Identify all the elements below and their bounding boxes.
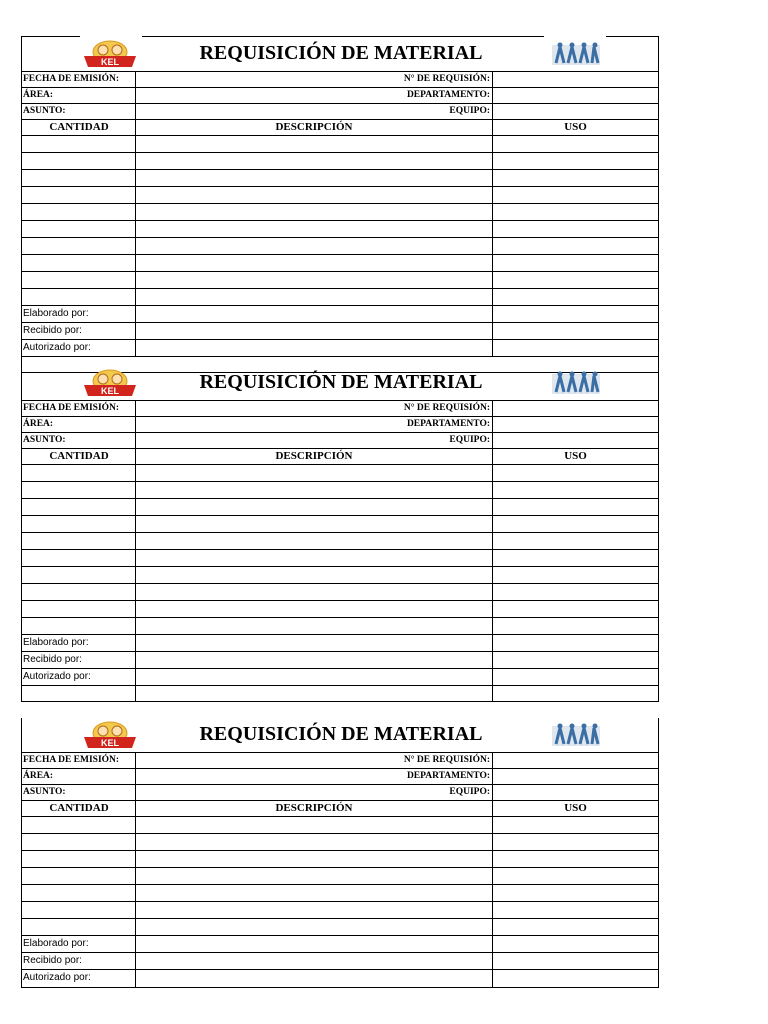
- elaborado-label: Elaborado por:: [22, 635, 136, 651]
- asunto-label: ASUNTO:: [22, 104, 136, 119]
- kel-logo-icon: [80, 719, 140, 749]
- departamento-label: DEPARTAMENTO:: [136, 769, 493, 784]
- fecha-row: [22, 753, 658, 769]
- col-descripcion: DESCRIPCIÓN: [136, 449, 493, 464]
- cantidad-cell[interactable]: [22, 272, 136, 288]
- descripcion-cell[interactable]: [136, 465, 493, 481]
- cantidad-cell[interactable]: [22, 289, 136, 305]
- recibido-row: [22, 652, 658, 669]
- svg-text:KEL: KEL: [101, 57, 119, 67]
- descripcion-cell[interactable]: [136, 618, 493, 634]
- uso-cell[interactable]: [493, 204, 658, 220]
- descripcion-cell[interactable]: [136, 255, 493, 271]
- recibido-value[interactable]: [136, 953, 493, 969]
- item-row: [22, 482, 658, 499]
- cantidad-cell[interactable]: [22, 499, 136, 515]
- item-row: [22, 868, 658, 885]
- requisition-form-3: [21, 718, 659, 988]
- cantidad-cell[interactable]: [22, 567, 136, 583]
- cantidad-cell[interactable]: [22, 516, 136, 532]
- uso-cell[interactable]: [493, 499, 658, 515]
- autorizado-value[interactable]: [136, 970, 493, 987]
- cantidad-cell[interactable]: [22, 204, 136, 220]
- uso-cell[interactable]: [493, 533, 658, 549]
- equipo-value[interactable]: [493, 433, 658, 448]
- requisicion-label: N° DE REQUISIÓN:: [136, 401, 493, 416]
- area-row: [22, 88, 658, 104]
- item-row: [22, 516, 658, 533]
- uso-cell[interactable]: [493, 550, 658, 566]
- fecha-row: [22, 401, 658, 417]
- descripcion-cell[interactable]: [136, 289, 493, 305]
- descripcion-cell[interactable]: [136, 170, 493, 186]
- form-header: [22, 366, 658, 401]
- cantidad-cell[interactable]: [22, 255, 136, 271]
- uso-cell[interactable]: [493, 817, 658, 833]
- asunto-row: [22, 785, 658, 801]
- uso-cell[interactable]: [493, 153, 658, 169]
- autorizado-label: Autorizado por:: [22, 340, 136, 356]
- area-row: [22, 417, 658, 433]
- cantidad-cell[interactable]: [22, 187, 136, 203]
- recibido-row: [22, 953, 658, 970]
- imgs-logo-icon: [550, 368, 602, 398]
- items-2: [22, 465, 658, 635]
- item-row: [22, 601, 658, 618]
- elaborado-value[interactable]: [136, 306, 493, 322]
- departamento-value[interactable]: [493, 769, 658, 784]
- elaborado-row: [22, 936, 658, 953]
- col-uso: USO: [564, 121, 587, 133]
- fecha-label: FECHA DE EMISIÓN:: [22, 401, 136, 416]
- descripcion-cell[interactable]: [136, 516, 493, 532]
- asunto-label: ASUNTO:: [22, 785, 136, 800]
- autorizado-row: [22, 340, 658, 357]
- uso-cell[interactable]: [493, 272, 658, 288]
- elaborado-value[interactable]: [136, 936, 493, 952]
- uso-cell[interactable]: [493, 255, 658, 271]
- elaborado-label: Elaborado por:: [22, 306, 136, 322]
- equipo-value[interactable]: [493, 785, 658, 800]
- equipo-value[interactable]: [493, 104, 658, 119]
- descripcion-cell[interactable]: [136, 238, 493, 254]
- column-header-row: [22, 449, 658, 465]
- elaborado-row: [22, 635, 658, 652]
- cantidad-cell[interactable]: [22, 817, 136, 833]
- descripcion-cell[interactable]: [136, 817, 493, 833]
- item-row: [22, 817, 658, 834]
- descripcion-cell[interactable]: [136, 550, 493, 566]
- descripcion-cell[interactable]: [136, 221, 493, 237]
- departamento-label: DEPARTAMENTO:: [136, 88, 493, 103]
- autorizado-value[interactable]: [136, 340, 493, 356]
- descripcion-cell[interactable]: [136, 272, 493, 288]
- item-row: [22, 584, 658, 601]
- uso-cell[interactable]: [493, 567, 658, 583]
- elaborado-label: Elaborado por:: [22, 936, 136, 952]
- form-title: REQUISICIÓN DE MATERIAL: [199, 42, 483, 64]
- col-cantidad: CANTIDAD: [22, 449, 136, 464]
- requisicion-label: N° DE REQUISIÓN:: [136, 753, 493, 768]
- descripcion-cell[interactable]: [136, 499, 493, 515]
- cantidad-cell[interactable]: [22, 618, 136, 634]
- departamento-value[interactable]: [493, 88, 658, 103]
- col-cantidad: CANTIDAD: [22, 120, 136, 135]
- items-3: [22, 817, 658, 936]
- item-row: [22, 834, 658, 851]
- col-cantidad: CANTIDAD: [22, 801, 136, 816]
- spacer-row: [22, 686, 658, 702]
- col-descripcion: DESCRIPCIÓN: [136, 801, 493, 816]
- cantidad-cell[interactable]: [22, 868, 136, 884]
- area-label: ÁREA:: [22, 769, 136, 784]
- uso-cell[interactable]: [493, 170, 658, 186]
- autorizado-value[interactable]: [136, 669, 493, 685]
- cantidad-cell[interactable]: [22, 902, 136, 918]
- svg-text:KEL: KEL: [101, 738, 119, 748]
- fecha-row: [22, 72, 658, 88]
- departamento-label: DEPARTAMENTO:: [136, 417, 493, 432]
- cantidad-cell[interactable]: [22, 238, 136, 254]
- item-row: [22, 618, 658, 635]
- area-row: [22, 769, 658, 785]
- uso-cell[interactable]: [493, 919, 658, 935]
- fecha-label: FECHA DE EMISIÓN:: [22, 72, 136, 87]
- imgs-logo-icon: [550, 39, 602, 69]
- cantidad-cell[interactable]: [22, 550, 136, 566]
- requisition-form-2: [21, 366, 659, 702]
- autorizado-row: [22, 970, 658, 987]
- descripcion-cell[interactable]: [136, 885, 493, 901]
- item-row: [22, 153, 658, 170]
- uso-cell[interactable]: [493, 834, 658, 850]
- item-row: [22, 289, 658, 306]
- form-title: REQUISICIÓN DE MATERIAL: [199, 723, 483, 745]
- asunto-label: ASUNTO:: [22, 433, 136, 448]
- equipo-label: EQUIPO:: [136, 433, 493, 448]
- item-row: [22, 187, 658, 204]
- asunto-row: [22, 433, 658, 449]
- cantidad-cell[interactable]: [22, 885, 136, 901]
- requisition-form-1: [21, 36, 659, 373]
- recibido-label: Recibido por:: [22, 953, 136, 969]
- cantidad-cell[interactable]: [22, 482, 136, 498]
- item-row: [22, 238, 658, 255]
- area-label: ÁREA:: [22, 88, 136, 103]
- item-row: [22, 136, 658, 153]
- uso-cell[interactable]: [493, 136, 658, 152]
- descripcion-cell[interactable]: [136, 533, 493, 549]
- uso-cell[interactable]: [493, 289, 658, 305]
- elaborado-row: [22, 306, 658, 323]
- kel-logo-icon: [80, 38, 140, 68]
- autorizado-label: Autorizado por:: [22, 970, 136, 987]
- requisicion-value[interactable]: [493, 401, 658, 416]
- cantidad-cell[interactable]: [22, 153, 136, 169]
- item-row: [22, 272, 658, 289]
- kel-logo-icon: [80, 367, 140, 397]
- item-row: [22, 204, 658, 221]
- elaborado-value[interactable]: [136, 635, 493, 651]
- descripcion-cell[interactable]: [136, 902, 493, 918]
- requisicion-value[interactable]: [493, 753, 658, 768]
- item-row: [22, 919, 658, 936]
- equipo-label: EQUIPO:: [136, 104, 493, 119]
- col-uso: USO: [564, 450, 587, 462]
- descripcion-cell[interactable]: [136, 601, 493, 617]
- cantidad-cell[interactable]: [22, 170, 136, 186]
- uso-cell[interactable]: [493, 902, 658, 918]
- item-row: [22, 221, 658, 238]
- col-descripcion: DESCRIPCIÓN: [136, 120, 493, 135]
- recibido-label: Recibido por:: [22, 652, 136, 668]
- item-row: [22, 851, 658, 868]
- descripcion-cell[interactable]: [136, 584, 493, 600]
- item-row: [22, 567, 658, 584]
- cantidad-cell[interactable]: [22, 851, 136, 867]
- form-header: [22, 37, 658, 72]
- uso-cell[interactable]: [493, 482, 658, 498]
- items-1: [22, 136, 658, 306]
- uso-cell[interactable]: [493, 221, 658, 237]
- departamento-value[interactable]: [493, 417, 658, 432]
- cantidad-cell[interactable]: [22, 834, 136, 850]
- descripcion-cell[interactable]: [136, 567, 493, 583]
- item-row: [22, 255, 658, 272]
- uso-cell[interactable]: [493, 601, 658, 617]
- recibido-value[interactable]: [136, 652, 493, 668]
- recibido-label: Recibido por:: [22, 323, 136, 339]
- uso-cell[interactable]: [493, 868, 658, 884]
- recibido-value[interactable]: [136, 323, 493, 339]
- item-row: [22, 533, 658, 550]
- area-label: ÁREA:: [22, 417, 136, 432]
- cantidad-cell[interactable]: [22, 136, 136, 152]
- equipo-label: EQUIPO:: [136, 785, 493, 800]
- uso-cell[interactable]: [493, 238, 658, 254]
- cantidad-cell[interactable]: [22, 465, 136, 481]
- descripcion-cell[interactable]: [136, 482, 493, 498]
- uso-cell[interactable]: [493, 516, 658, 532]
- recibido-row: [22, 323, 658, 340]
- requisicion-value[interactable]: [493, 72, 658, 87]
- uso-cell[interactable]: [493, 618, 658, 634]
- descripcion-cell[interactable]: [136, 919, 493, 935]
- uso-cell[interactable]: [493, 584, 658, 600]
- descripcion-cell[interactable]: [136, 204, 493, 220]
- svg-text:KEL: KEL: [101, 386, 119, 396]
- uso-cell[interactable]: [493, 187, 658, 203]
- descripcion-cell[interactable]: [136, 187, 493, 203]
- col-uso: USO: [564, 802, 587, 814]
- cantidad-cell[interactable]: [22, 221, 136, 237]
- fecha-label: FECHA DE EMISIÓN:: [22, 753, 136, 768]
- uso-cell[interactable]: [493, 465, 658, 481]
- item-row: [22, 465, 658, 482]
- item-row: [22, 885, 658, 902]
- uso-cell[interactable]: [493, 851, 658, 867]
- item-row: [22, 170, 658, 187]
- column-header-row: [22, 120, 658, 136]
- requisicion-label: N° DE REQUISIÓN:: [136, 72, 493, 87]
- uso-cell[interactable]: [493, 885, 658, 901]
- autorizado-row: [22, 669, 658, 686]
- cantidad-cell[interactable]: [22, 584, 136, 600]
- descripcion-cell[interactable]: [136, 834, 493, 850]
- cantidad-cell[interactable]: [22, 919, 136, 935]
- item-row: [22, 550, 658, 567]
- item-row: [22, 499, 658, 516]
- item-row: [22, 902, 658, 919]
- cantidad-cell[interactable]: [22, 601, 136, 617]
- asunto-row: [22, 104, 658, 120]
- cantidad-cell[interactable]: [22, 533, 136, 549]
- autorizado-label: Autorizado por:: [22, 669, 136, 685]
- descripcion-cell[interactable]: [136, 153, 493, 169]
- column-header-row: [22, 801, 658, 817]
- descripcion-cell[interactable]: [136, 136, 493, 152]
- imgs-logo-icon: [550, 720, 602, 750]
- descripcion-cell[interactable]: [136, 868, 493, 884]
- form-header: [22, 718, 658, 753]
- form-title: REQUISICIÓN DE MATERIAL: [199, 371, 483, 393]
- descripcion-cell[interactable]: [136, 851, 493, 867]
